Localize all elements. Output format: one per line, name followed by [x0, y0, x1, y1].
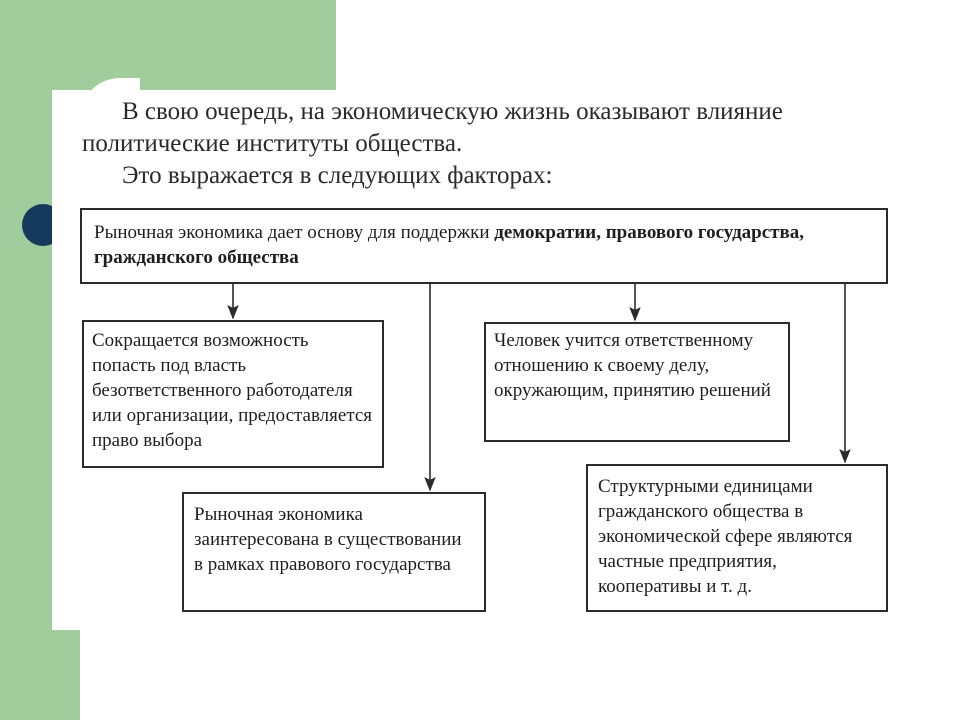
- box-responsibility: Человек учится ответственному отношению к своему делу, окружающим, принятию решений: [484, 322, 790, 442]
- box-civil-society-units: Структурными единицами гражданского общества в экономической сфере являются частные предприятия, кооперативы и т. д.: [586, 464, 888, 612]
- intro-paragraph-2: Это выражается в следующих факторах:: [122, 162, 553, 189]
- top-green-block: [0, 0, 336, 92]
- top-box-bold-text: демократии, правового государства, гражданского общества: [94, 222, 805, 268]
- box-reduced-dependency: Сокращается возможность попасть под власть безответственного работодателя или организации, предоставляется право выбора: [82, 320, 384, 468]
- top-box-text: Рыночная экономика дает основу для поддержки: [94, 222, 495, 243]
- intro-text: [82, 96, 902, 192]
- top-box: [80, 208, 888, 284]
- box-rule-of-law: Рыночная экономика заинтересована в существовании в рамках правового государства: [182, 492, 486, 612]
- intro-paragraph-1: В свою очередь, на экономическую жизнь оказывают влияние политические институты общества.: [82, 98, 783, 157]
